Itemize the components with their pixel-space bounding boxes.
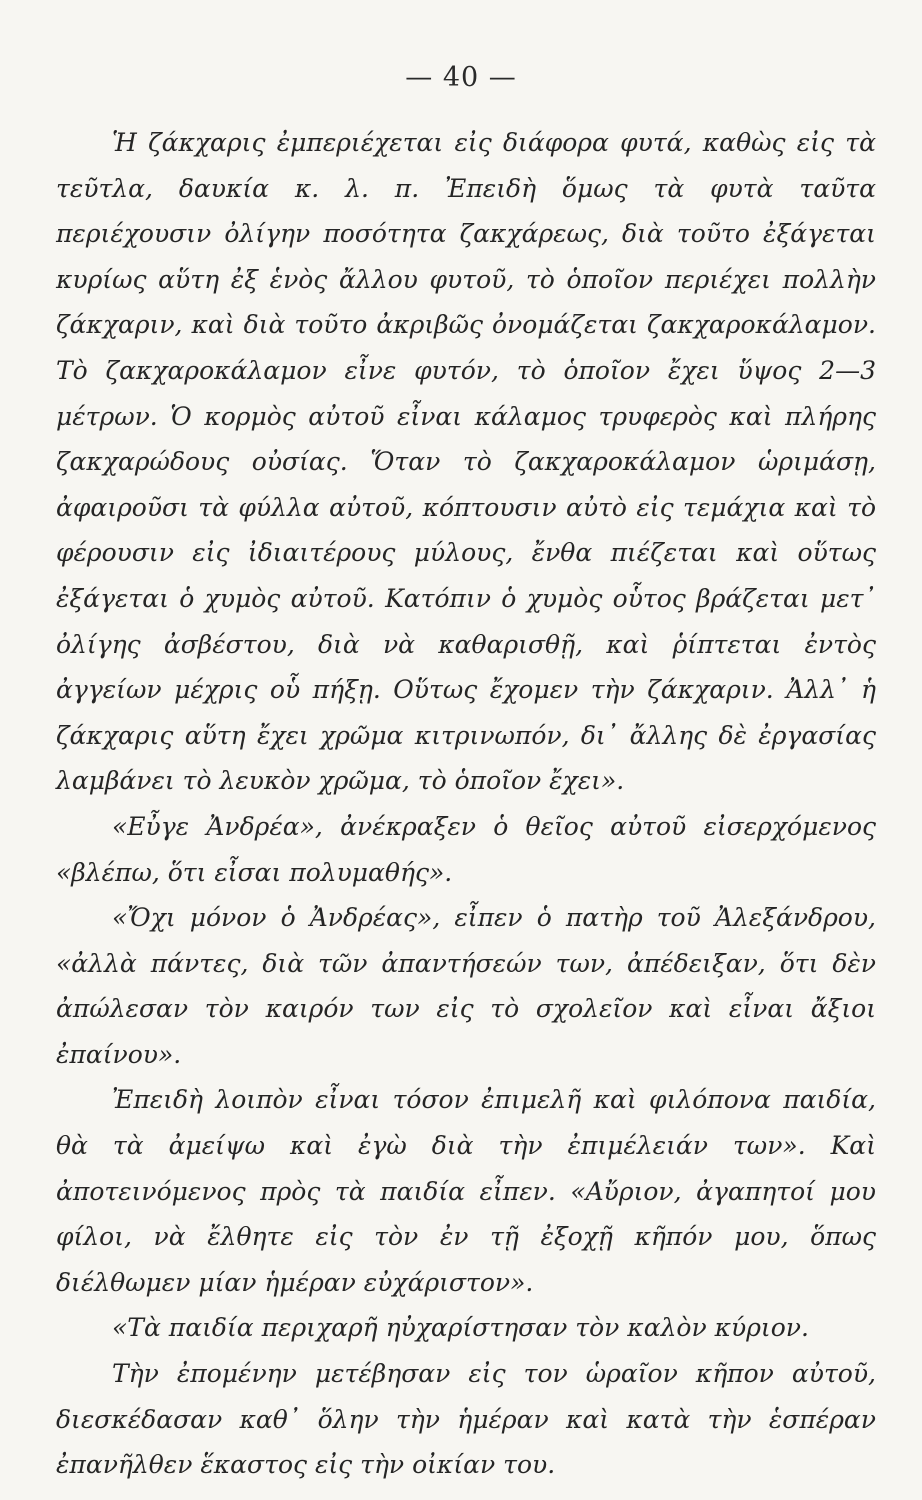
paragraph-sugar: Ἡ ζάκχαρις ἐμπεριέχεται εἰς διάφορα φυτά, καθὼς εἰς τὰ τεῦτλα, δαυκία κ. λ. π. Ἐπειδὴ ὅμως τὰ φυτὰ ταῦτα περιέχουσιν ὀλίγην ποσότητα ζακχάρεως, διὰ τοῦτο ἐξάγεται κυρίως αὕτη ἐξ ἑνὸς ἄλλου φυτοῦ, τὸ ὁποῖον περιέχει πολλὴν ζάκχαριν, καὶ διὰ τοῦτο ἀκριβῶς ὀνομάζεται ζακχαροκάλαμον. Τὸ ζακχαροκάλαμον εἶνε φυτόν, τὸ ὁποῖον ἔχει ὕψος 2—3 μέτρων. Ὁ κορμὸς αὐτοῦ εἶναι κάλαμος τρυφερὸς καὶ πλήρης ζακχαρώδους οὐσίας. Ὅταν τὸ ζακχαροκάλαμον ὡριμάσῃ, ἀφαιροῦσι τὰ φύλλα αὐτοῦ, κόπτουσιν αὐτὸ εἰς τεμάχια καὶ τὸ φέρουσιν εἰς ἰδιαιτέρους μύλους, ἔνθα πιέζεται καὶ οὕτως ἐξάγεται ὁ χυμὸς αὐτοῦ. Κατόπιν ὁ χυμὸς οὗτος βράζεται μετ᾽ ὀλίγης ἀσβέστου, διὰ νὰ καθαρισθῇ, καὶ ῥίπτεται ἐντὸς ἀγγείων μέχρις οὗ πήξῃ. Οὕτως ἔχομεν τὴν ζάκχαριν. Ἀλλ᾽ ἡ ζάκχαρις αὕτη ἔχει χρῶμα κιτρινωπόν, δι᾽ ἄλλης δὲ ἐργασίας λαμβάνει τὸ λευκὸν χρῶμα, τὸ ὁποῖον ἔχει». [56, 128, 876, 796]
paragraph-uncle: «Εὖγε Ἀνδρέα», ἀνέκραξεν ὁ θεῖος αὐτοῦ εἰσερχόμενος «βλέπω, ὅτι εἶσαι πολυμαθής». [56, 811, 876, 887]
body-text [56, 120, 876, 1488]
paragraph-reward: Ἐπειδὴ λοιπὸν εἶναι τόσον ἐπιμελῆ καὶ φιλόπονα παιδία, θὰ τὰ ἀμείψω καὶ ἐγὼ διὰ τὴν ἐπιμέλειάν των». Καὶ ἀποτεινόμενος πρὸς τὰ παιδία εἶπεν. «Αὔριον, ἀγαπητοί μου φίλοι, νὰ ἔλθητε εἰς τὸν ἐν τῇ ἐξοχῇ κῆπόν μου, ὅπως διέλθωμεν μίαν ἡμέραν εὐχάριστον». [56, 1085, 876, 1297]
page-number: — 40 — [405, 62, 517, 93]
paragraph-father: «Ὄχι μόνον ὁ Ἀνδρέας», εἶπεν ὁ πατὴρ τοῦ Ἀλεξάνδρου, «ἀλλὰ πάντες, διὰ τῶν ἀπαντήσεών των, ἀπέδειξαν, ὅτι δὲν ἀπώλεσαν τὸν καιρόν των εἰς τὸ σχολεῖον καὶ εἶναι ἄξιοι ἐπαίνου». [56, 903, 876, 1069]
paragraph-thanks: «Τὰ παιδία περιχαρῆ ηὐχαρίστησαν τὸν καλὸν κύριον. [112, 1313, 809, 1343]
paragraph-garden: Τὴν ἐπομένην μετέβησαν εἰς τον ὡραῖον κῆπον αὐτοῦ, διεσκέδασαν καθ᾽ ὅλην τὴν ἡμέραν καὶ κατὰ τὴν ἑσπέραν ἐπανῆλθεν ἕκαστος εἰς τὴν οἰκίαν του. [56, 1359, 876, 1480]
